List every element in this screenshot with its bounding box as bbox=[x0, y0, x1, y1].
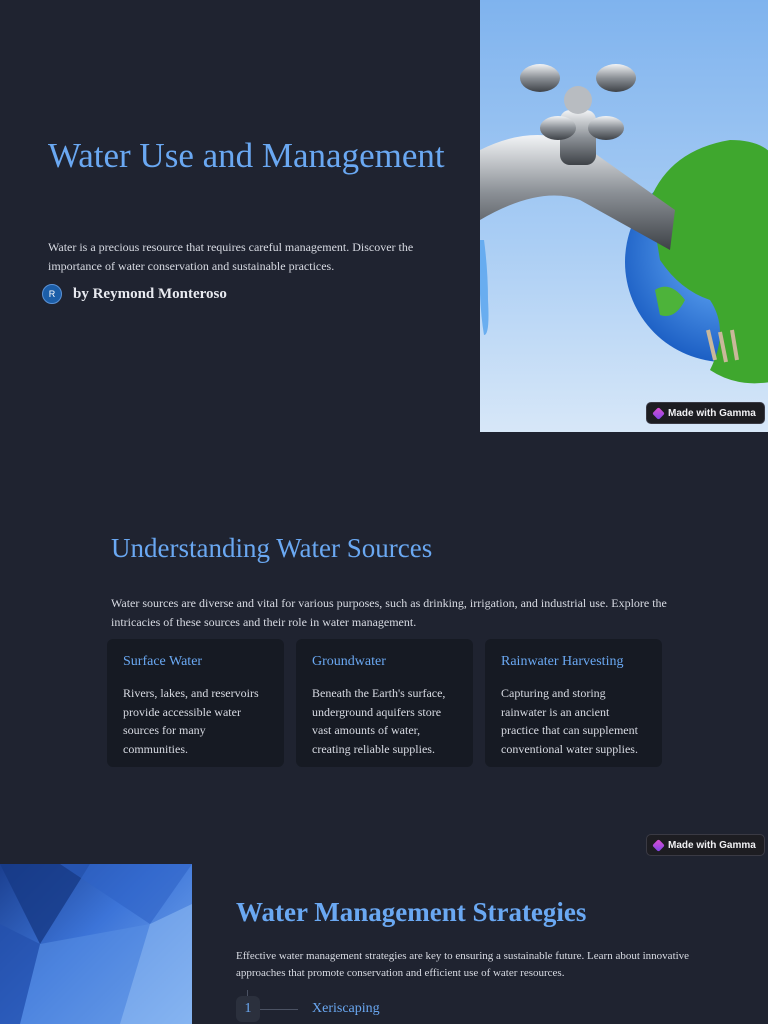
timeline-step bbox=[236, 996, 380, 1022]
card-title: Rainwater Harvesting bbox=[501, 654, 624, 669]
strategies-title: Water Management Strategies bbox=[236, 897, 587, 927]
card-rainwater-harvesting bbox=[485, 639, 662, 767]
step-connector bbox=[260, 1009, 298, 1010]
card-groundwater bbox=[296, 639, 473, 767]
card-title: Groundwater bbox=[312, 654, 386, 669]
title-slide bbox=[0, 0, 768, 432]
section-title: Understanding Water Sources bbox=[111, 533, 433, 563]
page-title: Water Use and Management bbox=[48, 136, 445, 175]
author bbox=[42, 284, 227, 304]
abstract-blue-image bbox=[0, 864, 192, 1024]
gamma-logo-icon bbox=[652, 407, 665, 420]
faucet-globe-illustration bbox=[480, 0, 768, 432]
section-description: Water sources are diverse and vital for various purposes, such as drinking, irrigation, and industrial use. Explore the intricacies of these sources and their role in water management. bbox=[111, 596, 667, 629]
author-name: by Reymond Monteroso bbox=[73, 285, 227, 302]
abstract-facets bbox=[0, 864, 192, 1024]
badge-label: Made with Gamma bbox=[668, 407, 756, 419]
card-title: Surface Water bbox=[123, 654, 203, 669]
step-label: Xeriscaping bbox=[312, 1001, 380, 1016]
strategies-description: Effective water management strategies are key to ensuring a sustainable future. Learn about innovative approaches that promote conservation and efficient use of water resources. bbox=[236, 950, 690, 979]
gamma-logo-icon bbox=[652, 839, 665, 852]
title-description: Water is a precious resource that requires careful management. Discover the importance of water conservation and sustainable practices. bbox=[48, 240, 414, 273]
card-surface-water bbox=[107, 639, 284, 767]
avatar: R bbox=[42, 284, 62, 304]
water-source-cards bbox=[107, 639, 662, 767]
faucet-globe-image bbox=[480, 0, 768, 432]
card-text: Capturing and storing rainwater is an ancient practice that can supplement conventional water supplies. bbox=[501, 686, 638, 757]
made-with-gamma-badge[interactable] bbox=[646, 834, 765, 856]
step-number: 1 bbox=[236, 996, 260, 1022]
card-text: Beneath the Earth's surface, underground aquifers store vast amounts of water, creating reliable supplies. bbox=[312, 686, 446, 757]
made-with-gamma-badge[interactable] bbox=[646, 402, 765, 424]
card-text: Rivers, lakes, and reservoirs provide accessible water sources for many communities. bbox=[123, 686, 259, 757]
badge-label: Made with Gamma bbox=[668, 839, 756, 851]
